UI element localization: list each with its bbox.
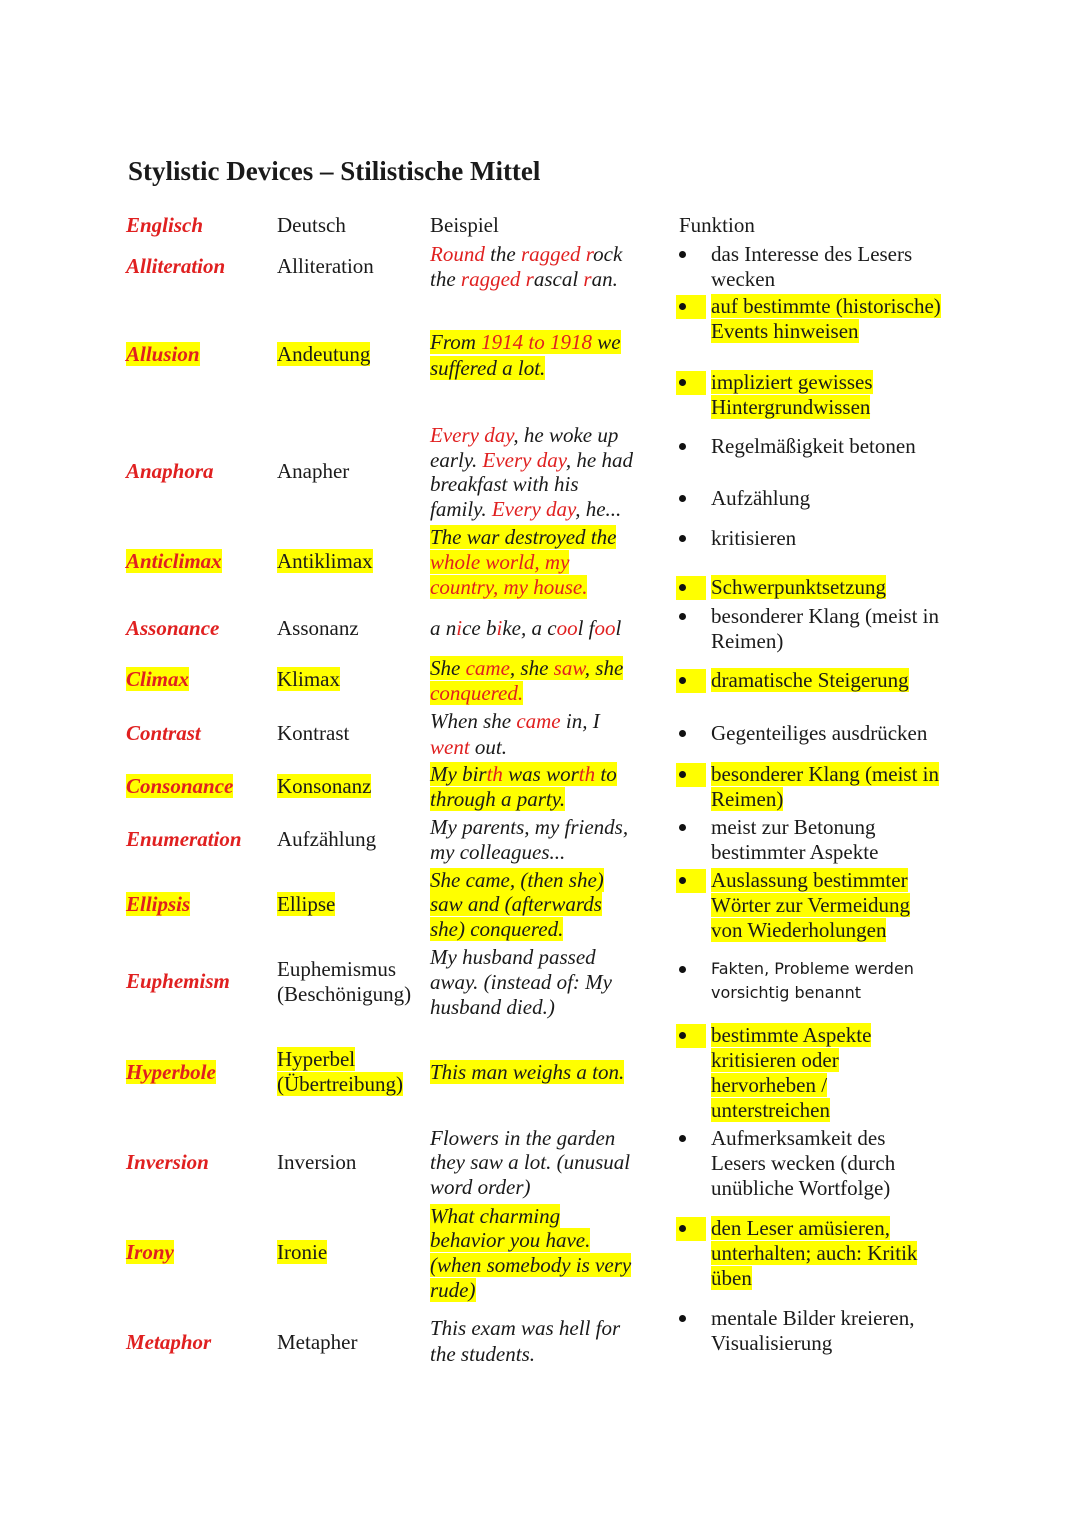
example-line: the students. — [430, 1342, 535, 1366]
header-englisch: Englisch — [126, 213, 204, 237]
function-line: das Interesse des Lesers — [711, 242, 913, 266]
header-deutsch: Deutsch — [277, 213, 346, 237]
function-line: Wörter zur Vermeidung — [711, 893, 911, 917]
example-line: away. (instead of: My — [430, 970, 612, 994]
bullet-icon — [679, 584, 686, 591]
example-line: My birth was worth to — [430, 762, 617, 786]
function-line: impliziert gewisses — [711, 370, 873, 394]
function-line: Schwerpunktsetzung — [711, 575, 886, 599]
bullet-icon — [679, 824, 686, 831]
term-english: Hyperbole — [126, 1060, 216, 1084]
term-english: Inversion — [126, 1150, 209, 1174]
term-english: Alliteration — [126, 254, 226, 278]
term-german: Inversion — [277, 1150, 357, 1174]
function-line: Aufzählung — [711, 486, 811, 510]
example-line: went out. — [430, 735, 508, 759]
example-line: Every day, he woke up — [430, 423, 619, 447]
function-line: Auslassung bestimmter — [711, 868, 908, 892]
function-line: unterhalten; auch: Kritik — [711, 1241, 918, 1265]
example-line: she) conquered. — [430, 917, 564, 941]
header-funktion: Funktion — [679, 213, 755, 237]
example-line: suffered a lot. — [430, 356, 546, 380]
header-beispiel: Beispiel — [430, 213, 499, 237]
term-english: Anticlimax — [126, 549, 222, 573]
function-line: bestimmter Aspekte — [711, 840, 879, 864]
function-line: meist zur Betonung — [711, 815, 876, 839]
example-line: word order) — [430, 1175, 531, 1199]
term-english: Contrast — [126, 721, 201, 745]
term-english: Anaphora — [126, 459, 214, 483]
function-line: Aufmerksamkeit des — [711, 1126, 886, 1150]
bullet-icon — [679, 771, 686, 778]
bullet-icon — [679, 251, 686, 258]
term-german: Euphemismus — [277, 957, 396, 981]
function-line: wecken — [711, 267, 776, 291]
function-line: kritisieren — [711, 526, 797, 550]
function-line: Hintergrundwissen — [711, 395, 871, 419]
function-line: von Wiederholungen — [711, 918, 887, 942]
example-line: From 1914 to 1918 we — [430, 330, 621, 354]
example-line: Flowers in the garden — [430, 1126, 616, 1150]
function-line: Gegenteiliges ausdrücken — [711, 721, 928, 745]
bullet-icon — [679, 877, 686, 884]
function-line: Fakten, Probleme werden — [711, 959, 914, 978]
function-line: dramatische Steigerung — [711, 668, 909, 692]
term-english: Ellipsis — [126, 892, 191, 916]
example-line: the ragged rascal ran. — [430, 267, 618, 291]
term-german: Anapher — [277, 459, 350, 483]
bullet-icon — [679, 677, 686, 684]
function-line: auf bestimmte (historische) — [711, 294, 941, 318]
term-german: Ellipse — [277, 892, 336, 916]
term-german: Assonanz — [277, 616, 359, 640]
example-line: family. Every day, he... — [430, 497, 622, 521]
example-line: This man weighs a ton. — [430, 1060, 625, 1084]
term-german: (Beschönigung) — [277, 982, 412, 1006]
bullet-icon — [679, 495, 686, 502]
example-line: Round the ragged rock — [430, 242, 623, 266]
page-title: Stylistic Devices – Stilistische Mittel — [128, 156, 541, 186]
example-line: a nice bike, a cool fool — [430, 616, 622, 640]
example-line: She came, (then she) — [430, 868, 604, 892]
function-line: Lesers wecken (durch — [711, 1151, 896, 1175]
bullet-icon — [679, 443, 686, 450]
example-line: She came, she saw, she — [430, 656, 624, 680]
function-line: besonderer Klang (meist in — [711, 762, 940, 786]
term-english: Enumeration — [126, 827, 242, 851]
term-english: Assonance — [126, 616, 220, 640]
function-line: Events hinweisen — [711, 319, 859, 343]
function-line: kritisieren oder — [711, 1048, 839, 1072]
function-line: Reimen) — [711, 787, 784, 811]
term-english: Consonance — [126, 774, 234, 798]
function-line: den Leser amüsieren, — [711, 1216, 891, 1240]
function-line: unterstreichen — [711, 1098, 830, 1122]
example-line: through a party. — [430, 787, 566, 811]
example-line: whole world, my — [430, 550, 570, 574]
term-german: Ironie — [277, 1240, 328, 1264]
bullet-icon — [679, 535, 686, 542]
example-line: My husband passed — [430, 945, 596, 969]
function-line: unübliche Wortfolge) — [711, 1176, 891, 1200]
term-german: (Übertreibung) — [277, 1072, 403, 1096]
term-english: Climax — [126, 667, 190, 691]
term-german: Kontrast — [277, 721, 350, 745]
bullet-icon — [679, 1135, 686, 1142]
bullet-icon — [679, 1315, 686, 1322]
function-line: mentale Bilder kreieren, — [711, 1306, 915, 1330]
example-line: rude) — [430, 1278, 476, 1302]
term-german: Klimax — [277, 667, 340, 691]
term-english: Allusion — [126, 342, 200, 366]
bullet-icon — [679, 730, 686, 737]
example-line: saw and (afterwards — [430, 892, 602, 916]
function-line: Regelmäßigkeit betonen — [711, 434, 916, 458]
term-english: Euphemism — [126, 969, 230, 993]
function-line: hervorheben / — [711, 1073, 828, 1097]
example-line: they saw a lot. (unusual — [430, 1150, 631, 1174]
example-line: country, my house. — [430, 575, 588, 599]
example-line: early. Every day, he had — [430, 448, 633, 472]
term-german: Konsonanz — [277, 774, 372, 798]
example-line: This exam was hell for — [430, 1316, 621, 1340]
function-line: vorsichtig benannt — [711, 983, 862, 1002]
function-line: Visualisierung — [711, 1331, 833, 1355]
bullet-icon — [679, 303, 686, 310]
bullet-icon — [679, 1032, 686, 1039]
bullet-icon — [679, 379, 686, 386]
example-line: My parents, my friends, — [430, 815, 629, 839]
example-line: behavior you have. — [430, 1228, 591, 1252]
term-german: Metapher — [277, 1330, 358, 1354]
example-line: breakfast with his — [430, 472, 579, 496]
term-german: Aufzählung — [277, 827, 377, 851]
example-line: When she came in, I — [430, 709, 600, 733]
example-line: (when somebody is very — [430, 1253, 632, 1277]
bullet-icon — [679, 613, 686, 620]
bullet-icon — [679, 1225, 686, 1232]
function-line: Reimen) — [711, 629, 784, 653]
bullet-icon — [679, 966, 686, 973]
example-line: What charming — [430, 1204, 561, 1228]
function-line: üben — [711, 1266, 752, 1290]
example-line: The war destroyed the — [430, 525, 617, 549]
term-english: Metaphor — [126, 1330, 212, 1354]
function-line: besonderer Klang (meist in — [711, 604, 940, 628]
example-line: my colleagues... — [430, 840, 566, 864]
term-german: Andeutung — [277, 342, 371, 366]
example-line: husband died.) — [430, 995, 555, 1019]
term-german: Hyperbel — [277, 1047, 356, 1071]
term-german: Antiklimax — [277, 549, 373, 573]
term-german: Alliteration — [277, 254, 374, 278]
term-english: Irony — [126, 1240, 174, 1264]
function-line: bestimmte Aspekte — [711, 1023, 872, 1047]
example-line: conquered. — [430, 681, 524, 705]
